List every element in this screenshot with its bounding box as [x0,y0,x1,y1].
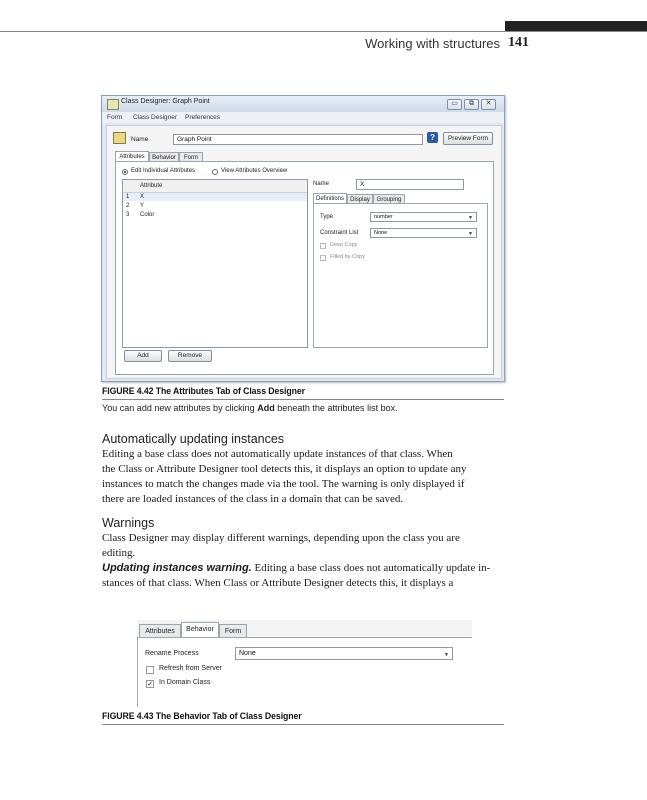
tab-attributes[interactable]: Attributes [115,151,149,162]
text-line: stances of that class. When Class or Attribute Designer detects this, it displays a [102,577,454,589]
tab-behavior[interactable]: Behavior [149,152,179,162]
window-title: Class Designer: Graph Point [121,98,210,105]
figure-description [102,403,398,414]
tab-form[interactable]: Form [179,152,203,162]
type-value: number [374,214,393,220]
chevron-down-icon: ▼ [468,215,473,221]
designer-client-area [106,125,502,379]
type-label: Type [320,214,334,220]
in-domain-class-label: In Domain Class [159,679,211,686]
edit-individual-radio[interactable] [122,169,128,175]
text-line: Class Designer may display different warnings, depending upon the class you are [102,532,460,544]
list-header [123,180,307,193]
text-line: instances to match the changes made via the tool. The warning is only displayed if [102,478,465,490]
caption-rule [102,399,504,400]
list-header-attribute: Attribute [140,183,163,189]
tab-attributes[interactable]: Attributes [139,624,181,637]
remove-button[interactable]: Remove [168,350,212,362]
subtab-definitions[interactable]: Definitions [313,193,347,204]
minimize-button[interactable]: ▭ [447,99,462,110]
section-heading: Warnings [102,516,155,530]
attribute-name-label: Name [313,181,330,187]
text-line: editing. [102,547,136,559]
row-attribute: Y [140,203,145,209]
desc-bold: Add [257,403,275,414]
attribute-name-field[interactable]: X [356,179,464,190]
text-line: there are loaded instances of the class in a domain that can be saved. [102,493,404,505]
type-select[interactable] [370,212,477,222]
chevron-down-icon: ▼ [444,652,449,658]
paragraph [102,531,505,591]
row-number: 1 [126,194,130,200]
menu-form[interactable]: Form [107,114,123,121]
deep-copy-label: Deep Copy [330,242,358,248]
maximize-button[interactable]: ⧉ [464,99,479,110]
refresh-from-server-label: Refresh from Server [159,665,223,672]
row-number: 2 [126,203,130,209]
help-icon[interactable]: ? [427,132,438,143]
subtab-display[interactable]: Display [347,194,373,204]
row-attribute: Color [140,212,155,218]
chevron-down-icon: ▼ [468,231,473,237]
attributes-list-box[interactable] [122,179,308,348]
desc-text: You can add new attributes by clicking [102,403,258,414]
text-line [102,561,505,576]
view-overview-radio[interactable] [212,169,218,175]
class-designer-window [101,95,505,382]
figure-caption: FIGURE 4.43 The Behavior Tab of Class Designer [102,711,302,722]
refresh-from-server-checkbox[interactable] [146,666,154,674]
menu-bar [102,112,504,123]
paragraph [102,447,505,507]
class-name-field[interactable]: Graph Point [173,134,423,145]
deep-copy-checkbox[interactable] [320,243,326,249]
filled-by-copy-checkbox[interactable] [320,255,326,261]
rename-process-select[interactable] [235,647,453,660]
class-icon [113,132,126,144]
constraint-list-label: Constraint List [320,230,359,236]
filled-by-copy-label: Filled by Copy [330,254,365,260]
tab-form[interactable]: Form [219,624,247,637]
in-domain-class-checkbox[interactable]: ✓ [147,681,153,688]
subtab-grouping[interactable]: Grouping [373,194,405,204]
rename-process-label: Rename Process [145,650,199,657]
edit-individual-label: Edit Individual Attributes [131,168,196,174]
text-line: Editing a base class does not automatically update instances of that class. When [102,448,453,460]
rename-process-value: None [239,650,256,657]
title-bar [102,96,504,112]
page-number: 141 [508,35,529,50]
class-designer-icon [107,99,119,110]
add-button[interactable]: Add [124,350,162,362]
running-title: Working with structures [365,36,500,51]
row-attribute: X [140,194,145,200]
preview-form-button[interactable]: Preview Form [443,132,493,145]
list-item[interactable] [123,193,307,201]
definitions-panel [313,203,488,348]
figure-caption: FIGURE 4.42 The Attributes Tab of Class Designer [102,386,305,397]
text-run: Editing a base class does not automatically update in- [251,562,491,574]
list-item[interactable] [123,202,307,210]
behavior-tab-screenshot [137,620,472,706]
behavior-tab-panel [137,637,472,707]
row-number: 3 [126,212,130,218]
menu-class-designer[interactable]: Class Designer [133,114,178,121]
list-item[interactable] [123,211,307,219]
constraint-value: None [374,230,388,236]
header-rule [0,31,647,32]
view-overview-label: View Attributes Overview [221,168,288,174]
name-label: Name [131,136,149,143]
menu-preferences[interactable]: Preferences [185,114,221,121]
tab-behavior[interactable]: Behavior [181,622,219,637]
constraint-list-select[interactable] [370,228,477,238]
close-button[interactable]: ✕ [481,99,496,110]
attributes-tab-panel [115,161,494,375]
caption-rule [102,724,504,725]
text-line: the Class or Attribute Designer tool detects this, it displays an option to update any [102,463,467,475]
section-heading: Automatically updating instances [102,432,285,446]
desc-text: beneath the attributes list box. [274,403,398,414]
lead-in: Updating instances warning. [102,562,252,574]
